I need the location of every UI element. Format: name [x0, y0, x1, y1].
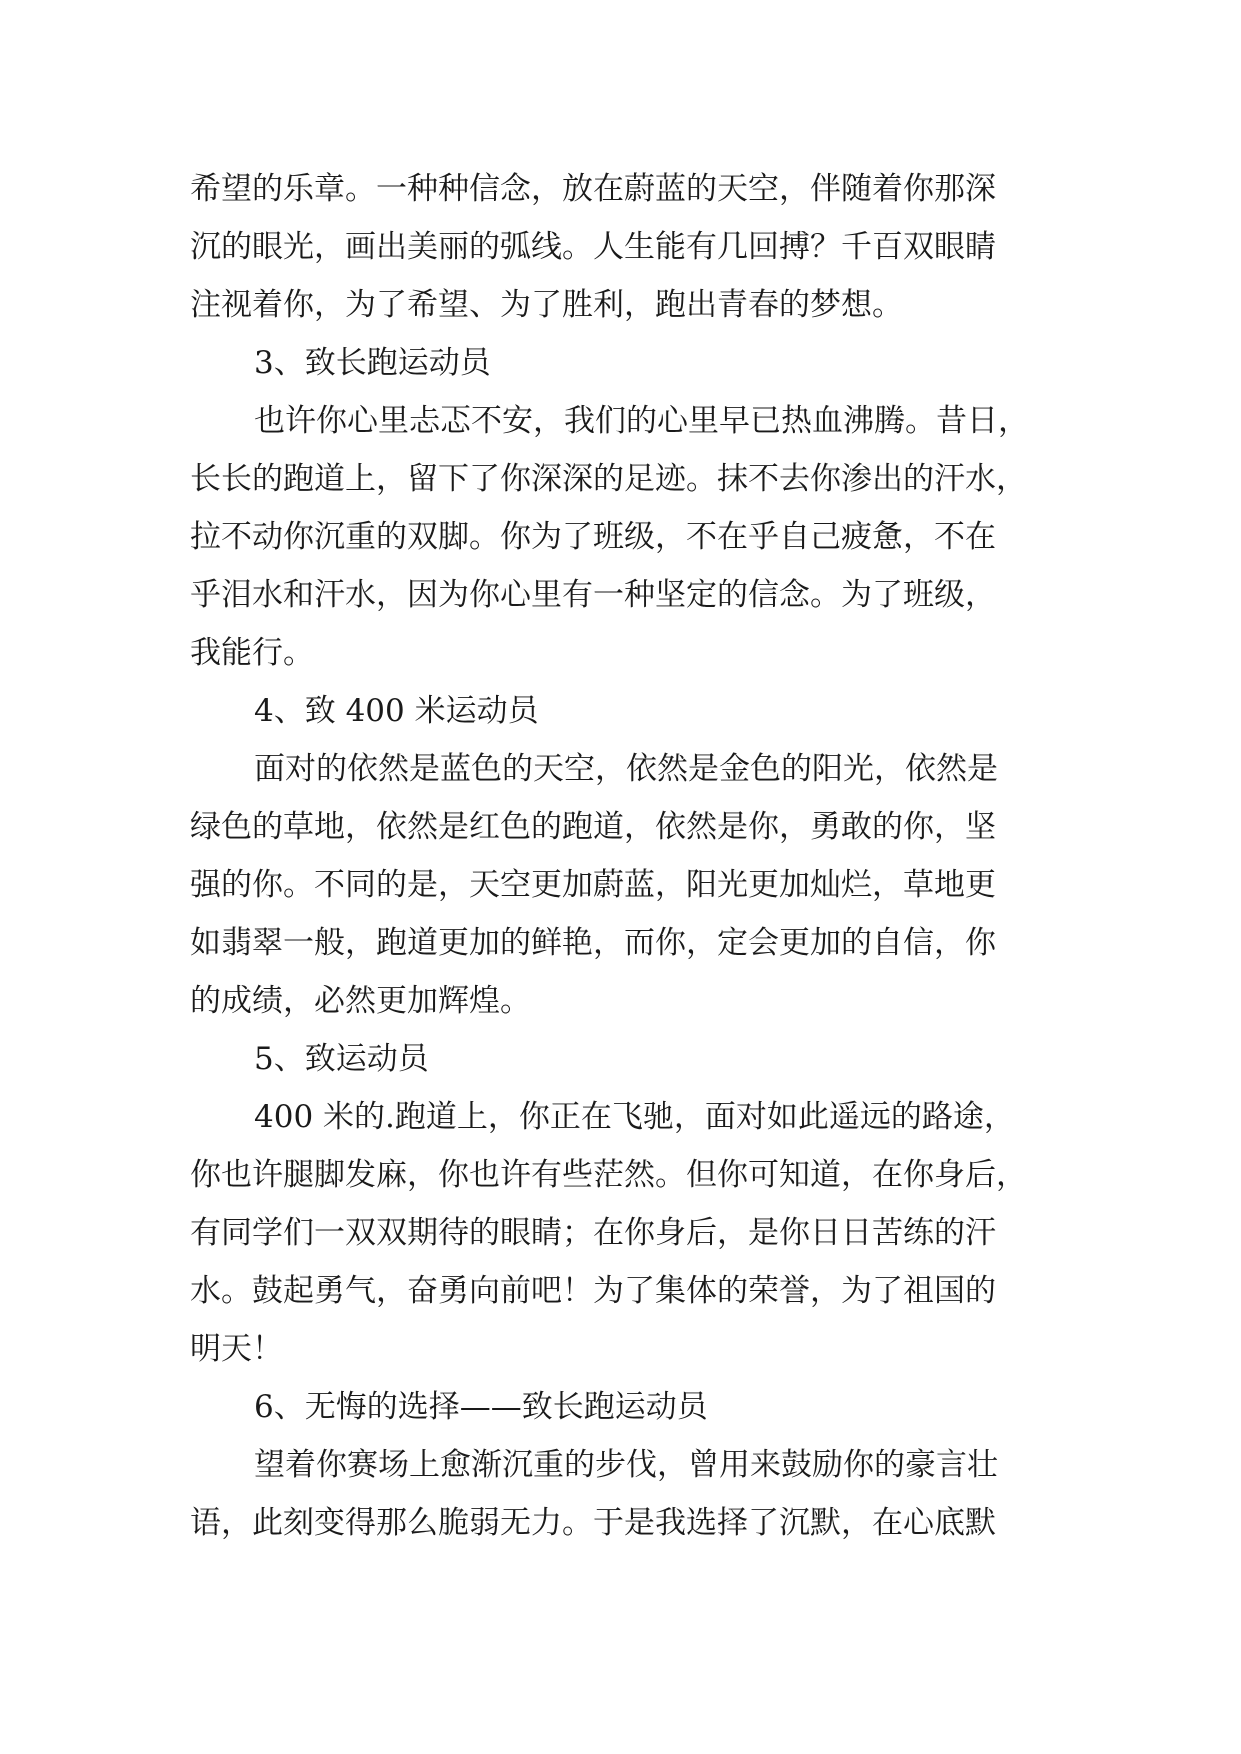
text-line: 乎泪水和汗水，因为你心里有一种坚定的信念。为了班级， — [190, 577, 996, 613]
document-body — [190, 160, 1070, 1552]
text-line: 希望的乐章。一种种信念，放在蔚蓝的天空，伴随着你那深 — [190, 171, 996, 207]
text-line: 的成绩，必然更加辉煌。 — [190, 983, 531, 1019]
text-line: 有同学们一双双期待的眼睛；在你身后，是你日日苦练的汗 — [190, 1215, 996, 1251]
text-line: 拉不动你沉重的双脚。你为了班级，不在乎自己疲惫，不在 — [190, 519, 996, 555]
text-line: 3、致长跑运动员 — [254, 345, 491, 381]
text-line: 注视着你，为了希望、为了胜利，跑出青春的梦想。 — [190, 287, 903, 323]
text-line: 沉的眼光，画出美丽的弧线。人生能有几回搏？千百双眼睛 — [190, 229, 996, 265]
text-line: 如翡翠一般，跑道更加的鲜艳，而你，定会更加的自信，你 — [190, 925, 996, 961]
text-line: 绿色的草地，依然是红色的跑道，依然是你，勇敢的你，坚 — [190, 809, 996, 845]
text-line: 语，此刻变得那么脆弱无力。于是我选择了沉默，在心底默 — [190, 1505, 996, 1541]
text-line: 面对的依然是蓝色的天空，依然是金色的阳光，依然是 — [254, 751, 998, 787]
text-line: 4、致 400 米运动员 — [254, 693, 539, 729]
text-line: 也许你心里忐忑不安，我们的心里早已热血沸腾。昔日， — [254, 403, 1029, 439]
text-line: 强的你。不同的是，天空更加蔚蓝，阳光更加灿烂，草地更 — [190, 867, 996, 903]
text-line: 望着你赛场上愈渐沉重的步伐，曾用来鼓励你的豪言壮 — [254, 1447, 998, 1483]
text-line: 我能行。 — [190, 635, 314, 671]
text-line: 5、致运动员 — [254, 1041, 429, 1077]
text-line: 400 米的.跑道上，你正在飞驰，面对如此遥远的路途， — [254, 1099, 1015, 1135]
text-line: 你也许腿脚发麻，你也许有些茫然。但你可知道，在你身后， — [190, 1157, 1027, 1193]
text-line: 明天！ — [190, 1331, 283, 1367]
text-line: 水。鼓起勇气，奋勇向前吧！为了集体的荣誉，为了祖国的 — [190, 1273, 996, 1309]
text-line: 6、无悔的选择——致长跑运动员 — [254, 1389, 708, 1425]
text-line: 长长的跑道上，留下了你深深的足迹。抹不去你渗出的汗水， — [190, 461, 1027, 497]
